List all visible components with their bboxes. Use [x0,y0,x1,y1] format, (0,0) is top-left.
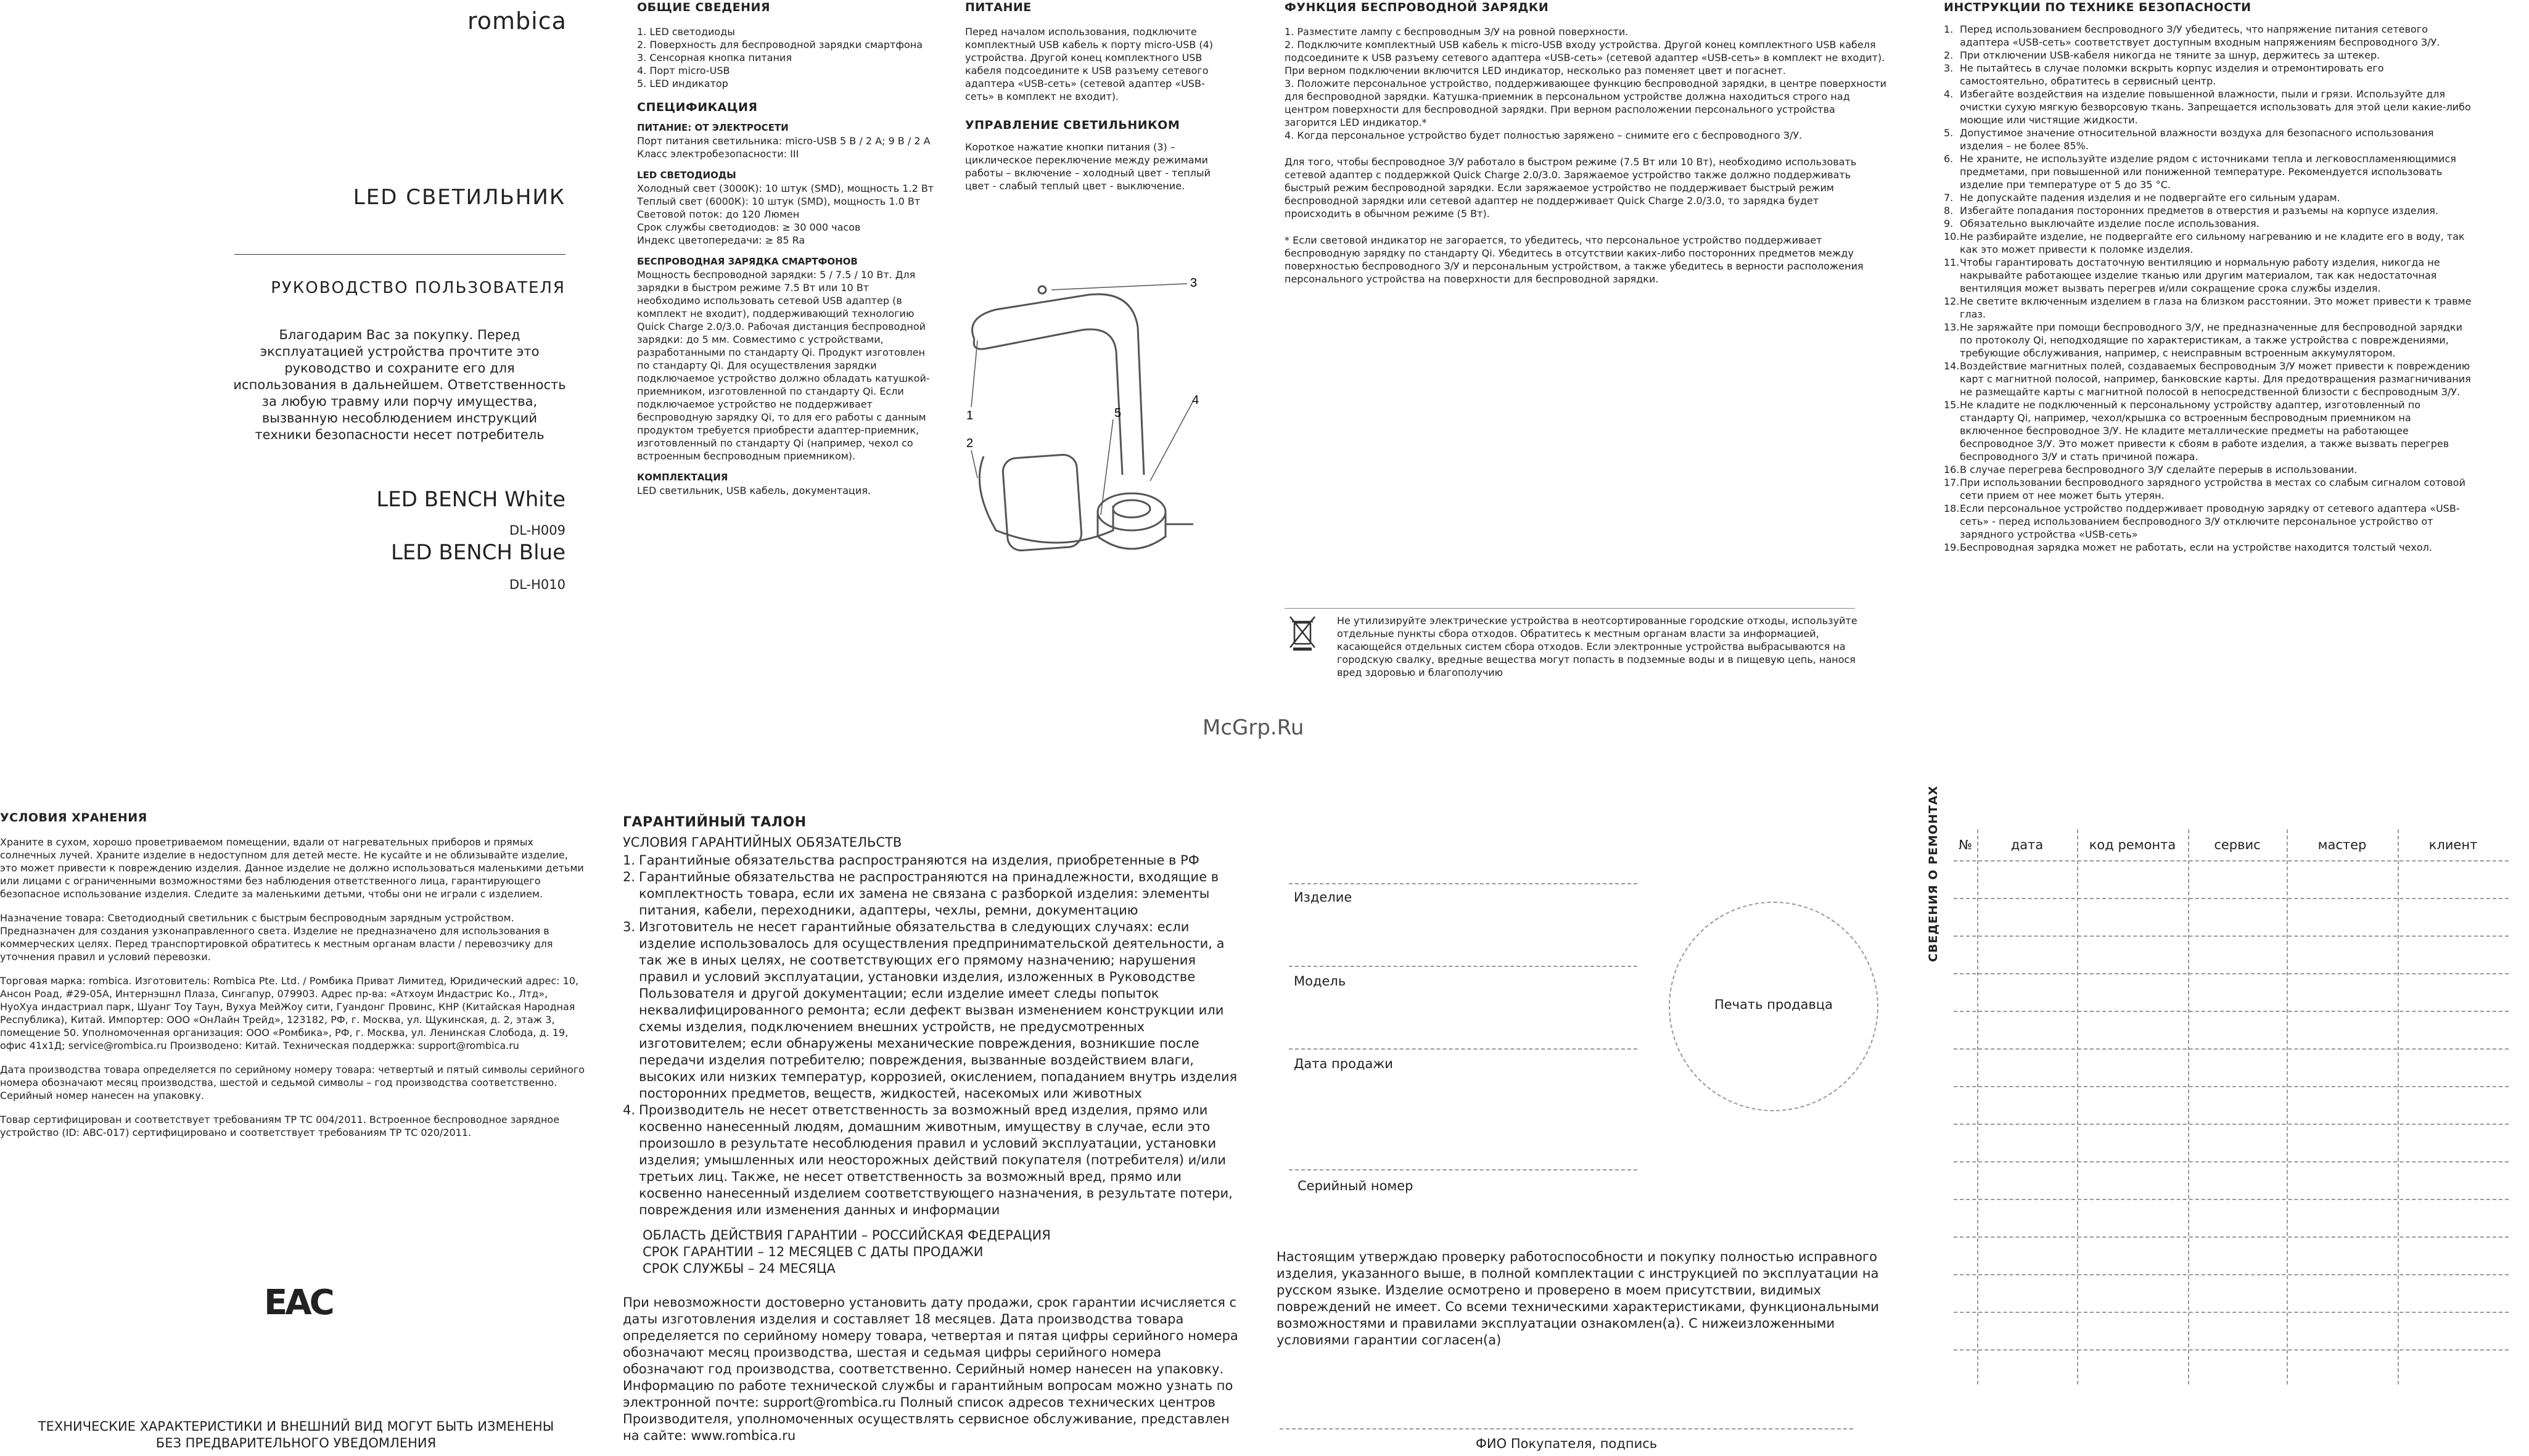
storage-title: УСЛОВИЯ ХРАНЕНИЯ [0,811,147,825]
cover-intro: Благодарим Вас за покупку. Перед эксплуатацией устройства прочтите это руководство и сохраните его для использования в дальнейшем. Ответственность за любую травму или порчу имущества, вызванную несоблюдением инструкций техники безопасности несет потребитель [233,327,566,442]
production-date-text: Дата производства товара определяется по серийному номеру товара: четвертый и пятый символы серийного номера обозначают месяц производства, шестой и седьмой символы – год производства соответственно. Серийный номер нанесен на упаковку. [0,1064,585,1101]
product-line-top [1289,883,1637,884]
purpose-text: Назначение товара: Светодиодный светильник с быстрым беспроводным зарядным устройством. Предназначен для создания узконаправленного света. Изделие не предназначено для использования в коммерческих целях. Перед транспортировкой обратитесь к местным органам власти / перевозчику для уточнения правил и условий перевозки. [0,912,553,963]
safety-item: 7. Не допускайте падения изделия и не подвергайте его сильным ударам. [1944,192,2340,204]
wireless-title: ФУНКЦИЯ БЕСПРОВОДНОЙ ЗАРЯДКИ [1285,1,1549,14]
figure-label-4: 4 [1192,393,1199,407]
wireless-indicator-note: * Если световой индикатор не загорается, то убедитесь, что персональное устройство поддерживает беспроводную зарядку по стандарту Qi. Убедитесь в отсутствии каких-либо посторонних предметов между поверхностью беспроводного З/У и персональным устройством, а также убедитесь в верности расположения персонального устройства на поверхности для беспроводной зарядки. [1285,234,1864,285]
safety-item: 18. Если персональное устройство поддерживает проводную зарядку от сетевого адаптера «USB-сеть» - перед использованием беспроводного З/У отключите персональное устройство от зарядного устройства «USB-сеть» [1944,503,2460,540]
notice-line-1: ТЕХНИЧЕСКИЕ ХАРАКТЕРИСТИКИ И ВНЕШНИЙ ВИД МОГУТ БЫТЬ ИЗМЕНЕНЫ [38,1419,554,1434]
safety-item: 12. Не светите включенным изделием в глаза на близком расстоянии. Это может привести к травме глаз. [1944,295,2472,320]
wireless-step: 2. Подключите комплектный USB кабель к micro-USB входу устройства. Другой конец комплектного USB кабеля подсоедините к USB разъему сетевого адаптера «USB-сеть» (сетевой адаптер «USB-сеть» в комплект не входит). При верном подключении включится LED индикатор, несколько раз поменяет цвет и погаснет. [1285,39,1885,76]
signature-label: ФИО Покупателя, подпись [1475,1436,1658,1451]
certification-text: Товар сертифицирован и соответствует требованиям ТР ТС 004/2011. Встроенное беспроводное зарядное устройство (ID: ABC-017) сертифицировано и соответствует требованиям ТР ТС 020/2011. [0,1114,560,1138]
repairs-table [1954,829,2509,1394]
model-blue: LED BENCH Blue [390,540,565,565]
cover-title: LED СВЕТИЛЬНИК [353,185,565,210]
manual-title: РУКОВОДСТВО ПОЛЬЗОВАТЕЛЯ [271,279,565,297]
watermark: McGrp.Ru [1203,715,1304,740]
safety-item: 6. Не храните, не используйте изделие рядом с источниками тепла и легковоспламеняющимися предметами, при повышенной или пониженной температуре. Рекомендуется использовать изделие при температуре от 5 до 35 °С. [1944,153,2456,191]
general-item: 3. Сенсорная кнопка питания [637,52,792,64]
safety-item: 2. При отключении USB-кабеля никогда не тяните за шнур, держитесь за штекер. [1944,49,2380,61]
cover-divider [234,254,565,255]
date-line-top [1289,1048,1637,1050]
brand-logo: rombica [467,7,567,35]
spec-power-line: Класс электробезопасности: III [637,148,799,160]
power-section [965,1,1230,192]
serial-line-top [1289,1169,1637,1170]
model-label: Модель [1294,974,1346,989]
charging-pad [979,456,1113,543]
general-item: 5. LED индикатор [637,78,728,89]
storage-text: Храните в сухом, хорошо проветриваемом помещении, вдали от нагревательных приборов и прямых солнечных лучей. Храните изделие в недоступном для детей месте. Не кусайте и не облизывайте изделие, это может привести к повреждению изделия. Данное изделие не должно использоваться маленькими детьми или лицами с ограниченными возможностями без наблюдения ответственного лица, гарантирующего безопасное использование изделия. Следите за маленькими детьми, чтобы они не играли с изделием. [0,836,584,900]
warranty-life: СРОК СЛУЖБЫ – 24 МЕСЯЦА [643,1261,836,1276]
spec-title: СПЕЦИФИКАЦИЯ [637,101,758,114]
spec-led-line: Срок службы светодиодов: ≥ 30 000 часов [637,221,861,233]
warranty-term: СРОК ГАРАНТИИ – 12 МЕСЯЦЕВ С ДАТЫ ПРОДАЖИ [643,1244,984,1259]
wireless-fast-note: Для того, чтобы беспроводное З/У работало в быстром режиме (7.5 Вт или 10 Вт), необходимо использовать сетевой адаптер с поддержкой Quick Charge 2.0/3.0. Заряжаемое устройство также должно поддерживать быстрый режим беспроводной зарядки. Если заряжаемое устройство не поддерживает быстрый режим беспроводной зарядки или сетевой адаптер не поддерживает Quick Charge 2.0/3.0, то зарядка будет происходить в обычном режиме (5 Вт). [1285,156,1857,220]
figure-label-1: 1 [966,409,974,422]
warranty-area: ОБЛАСТЬ ДЕЙСТВИЯ ГАРАНТИИ – РОССИЙСКАЯ ФЕДЕРАЦИЯ [643,1228,1051,1243]
model-line-top [1289,966,1637,967]
repairs-header-service: сервис [2214,837,2261,852]
safety-item: 14. Воздействие магнитных полей, создаваемых беспроводным З/У может привести к повреждению карт с магнитной полосой, например, банковские карты. Для предотвращения размагничивания не размещайте карты с магнитной полосой в непосредственной близости с беспроводным З/У. [1944,360,2471,398]
safety-item: 9. Обязательно выключайте изделие после использования. [1944,218,2260,229]
general-section [637,1,952,497]
model-blue-code: DL-H010 [509,577,565,592]
safety-item: 13. Не заряжайте при помощи беспроводного З/У, не предназначенные для беспроводной зарядки по протоколу Qi, неподходящие по характеристикам, а также устройства с повреждениями, требующие обслуживания, например, с неисправным встроенным аккумулятором. [1944,321,2462,359]
product-label: Изделие [1294,890,1352,905]
warranty-bottom-text: При невозможности достоверно установить дату продажи, срок гарантии исчисляется с даты изготовления изделия и составляет 18 месяцев. Дата производства товара определяется по серийному номеру товара, четвертая и пятая цифры серийного номера обозначают месяц производства, шестая и седьмая цифры серийного номера обозначают год производства, соответственно. Серийный номер нанесен на упаковку. Информацию по работе технической службы и гарантийным вопросам можно узнать по электронной почте: support@rombica.ru Полный список адресов технических центров Производителя, уполномоченных осуществлять сервисное обслуживание, представлен на сайте: www.rombica.ru [623,1295,1238,1443]
safety-title: ИНСТРУКЦИИ ПО ТЕХНИКЕ БЕЗОПАСНОСТИ [1944,1,2251,14]
repairs-header-client: клиент [2428,837,2478,852]
storage-section [0,812,586,1139]
lamp-base [1098,493,1166,530]
weee-divider [1285,608,1855,609]
safety-item: 3. Не пытайтесь в случае поломки вскрыть корпус изделия и отремонтировать его самостоятельно, обратитесь в сервисный центр. [1944,62,2384,87]
warranty-title: ГАРАНТИЙНЫЙ ТАЛОН [623,815,807,830]
safety-item: 17. При использовании беспроводного зарядного устройства в местах со слабым сигналом сотовой сети прием от нее может быть утерян. [1944,477,2465,501]
weee-text: Не утилизируйте электрические устройства в неотсортированные городские отходы, используйте отдельные пункты сбора отходов. Обратитесь к местным органам власти за информацией, касающейся отдельных систем сбора отходов. Если электронные устройства выбрасываются на городскую свалку, вредные вещества могут попасть в подземные воды и в пищевую цепь, нанося вред здоровью и благополучию [1337,615,1857,678]
spec-power-line: Порт питания светильника: micro-USB 5 В / 2 А; 9 В / 2 А [637,135,931,147]
safety-item: 15. Не кладите не подключенный к персональному устройству адаптер, изготовленный по стандарту Qi, например, чехол/крышка со встроенным беспроводным приемником на включенное беспроводное З/У. Не кладите металлические предметы на работающее беспроводное З/У. Это может привести к сбоям в работе изделия, а также вызвать перегрев беспроводного З/У и стать причиной пожара. [1944,399,2449,463]
safety-item: 1. Перед использованием беспроводного З/У убедитесь, что напряжение питания сетевого адаптера «USB-сеть» соответствует доступным входным напряжениям беспроводного З/У. [1944,23,2440,48]
figure-label-3: 3 [1190,276,1198,290]
spec-wireless-title: БЕСПРОВОДНАЯ ЗАРЯДКА СМАРТФОНОВ [637,256,858,267]
repairs-header-code: код ремонта [2089,837,2176,852]
warranty-subtitle: УСЛОВИЯ ГАРАНТИЙНЫХ ОБЯЗАТЕЛЬСТВ [623,835,902,850]
general-item: 2. Поверхность для беспроводной зарядки смартфона [637,39,923,51]
spec-power-title: ПИТАНИЕ: ОТ ЭЛЕКТРОСЕТИ [637,122,789,133]
stamp-label: Печать продавца [1714,997,1833,1012]
safety-section [1944,1,2474,554]
general-item: 1. LED светодиоды [637,26,735,38]
safety-item: 4. Избегайте воздействия на изделие повышенной влажности, пыли и грязи. Используйте для очистки сухую мягкую безворсовую ткань. Запрещается использовать для этой цели какие-либо моющие или чистящие жидкости. [1944,88,2471,126]
repairs-header-num: № [1959,837,1972,852]
wireless-step: 4. Когда персональное устройство будет полностью заряжено – снимите его с беспроводного З/У. [1285,130,1803,141]
spec-led-line: Теплый свет (6000К): 10 штук (SMD), мощность 1.0 Вт [637,195,921,207]
general-item: 4. Порт micro-USB [637,65,730,76]
wireless-section [1285,1,1889,286]
warranty-section [623,814,1240,1444]
figure-label-2: 2 [966,437,974,450]
manufacturer-text: Торговая марка: rombica. Изготовитель: Rombica Pte. Ltd. / Ромбика Приват Лимитед, Юридический адрес: 10, Ансон Роад, #29-05A, Интернэшнл Плаза, Сингапур, 079903. Адрес пр-ва: «Атхоум Индастрис Ко., Лтд», НуоХуа индастриал парк, Шуанг Тоу Таун, Вухуа МейЖоу сити, Гуандонг Провинс, КНР (Китайская Народная Республика), Китай. Импортер: ООО «ОнЛайн Трейд», 123182, РФ, г. Москва, ул. Щукинская, д. 2, этаж 3, помещение 50. Уполномоченная организация: ООО «Ромбика», РФ, г. Москва, ул. Ленинская Слобода, д. 19, офис 41х1Д; service@rombica.ru Производено: Китай. Техническая поддержка: support@rombica.ru [0,975,579,1051]
eac-mark: EAC [264,1283,332,1323]
model-white: LED BENCH White [376,487,565,512]
spec-led-line: Световой поток: до 120 Люмен [637,208,800,220]
wireless-step: 3. Положите персональное устройство, поддерживающее функцию беспроводной зарядки, в центре поверхности для беспроводной зарядки. Катушка-приемник в персональном устройстве должна находиться строго над центром поверхности для беспроводной зарядки. При верном расположении персонального устройства загорится LED индикатор.* [1285,78,1887,128]
warranty-item: 3. Изготовитель не несет гарантийные обязательства в следующих случаях: если изделие использовалось для осуществления предпринимательской деятельности, а так же в иных целях, не соответствующих его прямому назначению; нарушения правил и условий эксплуатации, установки изделия, изложенных в Руководстве Пользователя и другой документации; если изделие имеет следы попыток неквалифицированного ремонта; если дефект вызван изменением конструкции или схемы изделия, подключением внешних устройств, не предусмотренных изготовителем; если обнаружены механические повреждения, возникшие после передачи изделия потребителю; повреждения, вызванные воздействием влаги, высоких или низких температур, коррозией, окислением, попаданием внутрь изделия посторонних предметов, веществ, жидкостей, насекомых или животных [623,919,1238,1101]
weee-bin-icon [1287,614,1318,651]
serial-label: Серийный номер [1297,1178,1413,1193]
safety-item: 10. Не разбирайте изделие, не подвергайте его сильному нагреванию и не кладите его в воду, так как это может привести к поломке изделия. [1944,231,2465,255]
safety-item: 11. Чтобы гарантировать достаточную вентиляцию и нормальную работу изделия, никогда не накрывайте работающее изделие тканью или другим материалом, так как недостаточная вентиляция может вызвать перегрев и/или сокращение срока службы изделия. [1944,257,2440,294]
sale-date-label: Дата продажи [1294,1056,1393,1071]
spec-kit-text: LED светильник, USB кабель, документация. [637,485,871,496]
repairs-side-label: СВЕДЕНИЯ О РЕМОНТАХ [1927,785,1940,962]
power-title: ПИТАНИЕ [965,1,1032,14]
safety-item: 16. В случае перегрева беспроводного З/У сделайте перерыв в использовании. [1944,464,2358,475]
spec-kit-title: КОМПЛЕКТАЦИЯ [637,472,728,483]
safety-item: 19. Беспроводная зарядка может не работать, если на устройстве находится толстый чехол. [1944,541,2432,553]
notice [19,1418,574,1452]
general-title: ОБЩИЕ СВЕДЕНИЯ [637,1,771,14]
confirmation-text: Настоящим утверждаю проверку работоспособности и покупку полностью исправного изделия, указанного выше, в полной комплектации с инструкцией по эксплуатации на русском языке. Изделие осмотрено и проверено в моем присутствии, видимых повреждений не имеет. Со всеми техническими характеристиками, функциональными возможностями и правилами эксплуатации ознакомлен(а). С нижеизложенными условиями гарантии согласен(а) [1277,1249,1879,1347]
wireless-step: 1. Разместите лампу с беспроводным З/У на ровной поверхности. [1285,26,1629,38]
warranty-item: 1. Гарантийные обязательства распространяются на изделия, приобретенные в РФ [623,853,1199,868]
model-white-code: DL-H009 [509,523,565,538]
figure-label-5: 5 [1114,406,1122,420]
spec-led-line: Индекс цветопередачи: ≥ 85 Ra [637,234,805,246]
lamp-illustration [959,271,1230,561]
power-text: Перед началом использования, подключите комплектный USB кабель к порту micro-USB (4) устройства. Другой конец комплектного USB кабеля подсоедините к USB разъему сетевого адаптера «USB-сеть» (сетевой адаптер «USB-сеть» в комплект не входит). [965,26,1214,102]
notice-line-2: БЕЗ ПРЕДВАРИТЕЛЬНОГО УВЕДОМЛЕНИЯ [155,1436,437,1450]
warranty-item: 2. Гарантийные обязательства не распространяются на принадлежности, входящие в комплектность товара, если их замена не связана с разборкой изделия: элементы питания, кабели, переходники, адаптеры, чехлы, ремни, документацию [623,870,1219,918]
safety-item: 8. Избегайте попадания посторонних предметов в отверстия и разъемы на корпусе изделия. [1944,205,2438,216]
signature-line [1280,1428,1853,1429]
safety-item: 5. Допустимое значение относительной влажности воздуха для безопасного использования изделия – не более 85%. [1944,127,2434,152]
spec-led-line: Холодный свет (3000К): 10 штук (SMD), мощность 1.2 Вт [637,183,934,194]
repairs-header-master: мастер [2317,837,2367,852]
spec-led-title: LED СВЕТОДИОДЫ [637,170,736,181]
repairs-header-date: дата [2010,837,2044,852]
control-title: УПРАВЛЕНИЕ СВЕТИЛЬНИКОМ [965,118,1180,132]
control-text: Короткое нажатие кнопки питания (3) – циклическое переключение между режимами работы – включение – холодный цвет - теплый цвет - слабый теплый цвет - выключение. [965,141,1211,192]
spec-wireless-text: Мощность беспроводной зарядки: 5 / 7.5 / 10 Вт. Для зарядки в быстром режиме 7.5 Вт или 10 Вт необходимо использовать сетевой USB адаптер (в комплект не входит), поддерживающий технологию Quick Charge 2.0/3.0. Рабочая дистанция беспроводной зарядки: до 5 мм. Совместимо с устройствами, разработанными по стандарту Qi. Продукт изготовлен по стандарту Qi. Для осуществления зарядки подключаемое устройство должно обладать катушкой-приемником, изготовленной по стандарту Qi. Если подключаемое устройство не поддерживает беспроводную зарядку Qi, то для его работы с данным продуктом требуется приобрести адаптер-приемник, изготовленный по стандарту Qi (например, чехол со встроенным беспроводным приемником). [637,269,930,462]
warranty-item: 4. Производитель не несет ответственность за возможный вред изделия, прямо или косвенно нанесенный людям, домашним животным, имуществу в случае, если это произошло в результате несоблюдения правил и условий эксплуатации, установки изделия; умышленных или неосторожных действий покупателя (потребителя) и/или третьих лиц. Также, не несет ответственность за возможный вред, прямо или косвенно нанесенный изделием соответствующего назначения, в результате потери, повреждения или изменения данных и информации [623,1103,1233,1217]
